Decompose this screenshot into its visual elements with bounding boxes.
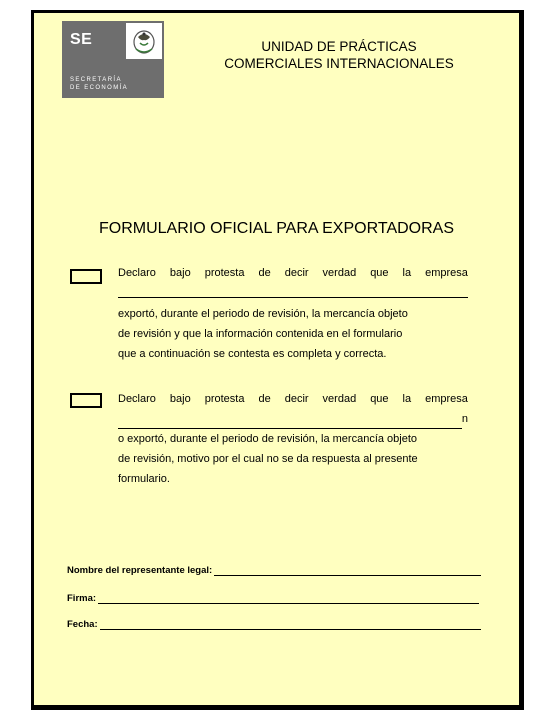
header-line-1: UNIDAD DE PRÁCTICAS	[261, 39, 417, 54]
representative-line[interactable]	[214, 565, 481, 576]
date-label: Fecha:	[67, 619, 98, 630]
declaration-1: Declaro bajo protesta de decir verdad que la empresa exportó, durante el periodo de revisión, la mercancía objeto de revisión y que la información contenida en el formulario que a continuación se contesta es completa y correcta.	[118, 263, 468, 364]
declaration-1-first-line: Declaro bajo protesta de decir verdad que la empresa	[118, 267, 468, 279]
unit-header	[184, 38, 494, 72]
se-logo	[62, 21, 164, 98]
declaration-2: Declaro bajo protesta de decir verdad que la empresa n o exportó, durante el periodo de revisión, la mercancía objeto de revisión, motivo por el cual no se da respuesta al presente formulario.	[118, 389, 468, 489]
representative-field[interactable]	[67, 565, 481, 576]
logo-abbreviation: SE	[70, 31, 93, 48]
mexico-coat-of-arms-icon	[126, 23, 162, 59]
date-field[interactable]	[67, 619, 481, 630]
declaration-2-checkbox[interactable]	[70, 393, 102, 408]
declaration-2-first-line: Declaro bajo protesta de decir verdad que la empresa	[118, 393, 468, 405]
signature-field[interactable]	[67, 593, 479, 604]
company-name-blank-2[interactable]: n	[118, 409, 468, 429]
company-name-blank-1[interactable]	[118, 283, 468, 298]
date-line[interactable]	[100, 619, 481, 630]
representative-label: Nombre del representante legal:	[67, 565, 213, 576]
logo-subtitle: SECRETARÍA DE ECONOMÍA	[70, 77, 129, 91]
signature-line[interactable]	[98, 593, 479, 604]
declaration-1-checkbox[interactable]	[70, 269, 102, 284]
form-title: FORMULARIO OFICIAL PARA EXPORTADORAS	[98, 220, 455, 237]
signature-label: Firma:	[67, 593, 97, 604]
header-line-2: COMERCIALES INTERNACIONALES	[224, 56, 454, 71]
form-page	[31, 10, 524, 710]
